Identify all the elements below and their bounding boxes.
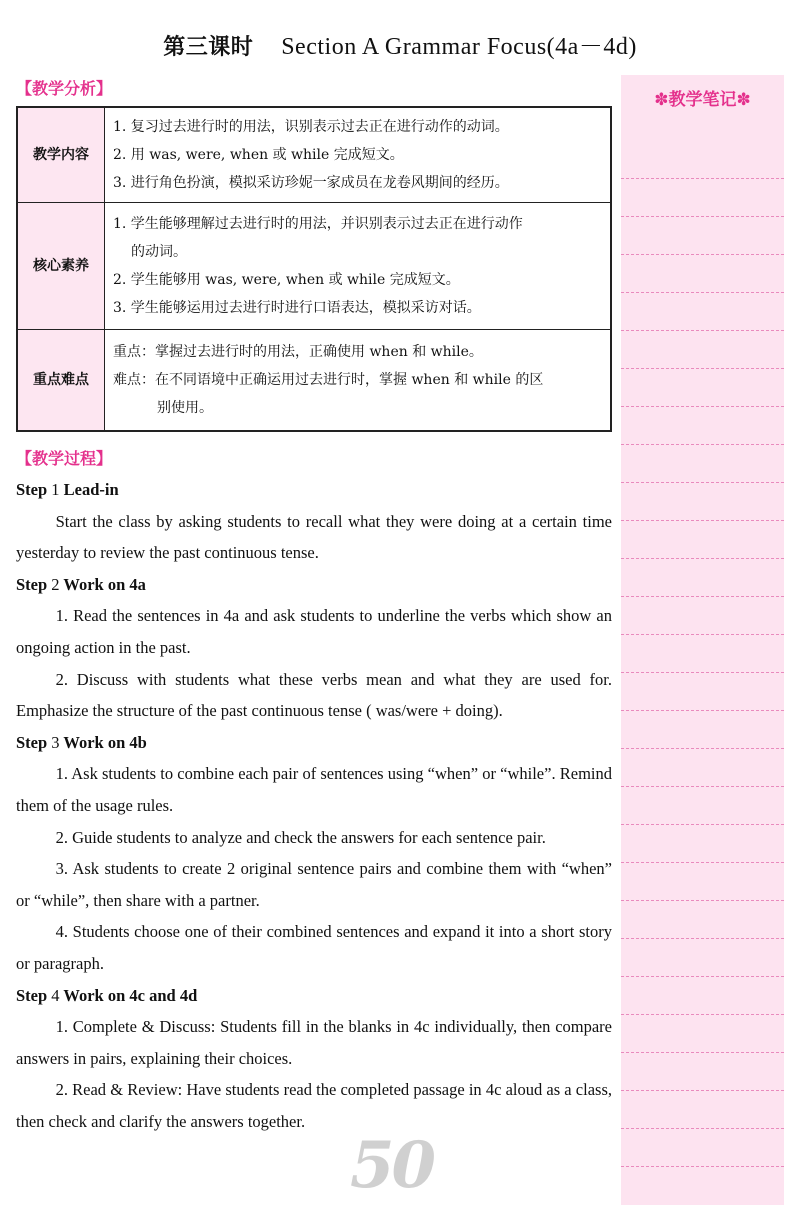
content-line: 1. 复习过去进行时的用法，识别表示过去正在进行动作的动词。 (113, 119, 509, 135)
step-heading (16, 980, 612, 1012)
content-line: 3. 进行角色扮演，模拟采访珍妮一家成员在龙卷风期间的经历。 (113, 175, 509, 191)
content-line: 2. 学生能够用 was, were, when 或 while 完成短文。 (113, 272, 460, 288)
analysis-heading: 【教学分析】 (16, 79, 113, 98)
row-content (105, 203, 612, 330)
step-heading (16, 474, 612, 506)
paragraph: 2. Read & Review: Have students read the completed passage in 4c aloud as a class, then check and clarify the answers together. (16, 1080, 612, 1131)
step-number: 3 (51, 732, 60, 752)
step-number: 2 (51, 574, 60, 594)
analysis-table (16, 106, 612, 432)
row-content (105, 107, 612, 203)
paragraph: 4. Students choose one of their combined sentences and expand it into a short story or paragraph. (16, 922, 612, 973)
paragraph: 1. Ask students to combine each pair of sentences using “when” or “while”. Remind them of the usage rules. (16, 764, 612, 815)
notes-title: ✽教学笔记✽ (654, 90, 751, 110)
section-title: Section A Grammar Focus(4a－4d) (281, 34, 637, 60)
row-content (105, 330, 612, 432)
paragraph: 1. Read the sentences in 4a and ask students to underline the verbs which show an ongoing action in the past. (16, 606, 612, 657)
step-title: Work on 4b (63, 732, 147, 752)
step-word: Step (16, 574, 48, 594)
paragraph: 2. Guide students to analyze and check the answers for each sentence pair. (55, 827, 546, 847)
row-label: 教学内容 (17, 107, 105, 203)
teaching-process (16, 474, 612, 1137)
process-heading: 【教学过程】 (16, 449, 113, 468)
lesson-label: 第三课时 (163, 35, 254, 60)
content-line: 1. 学生能够理解过去进行时的用法，并识别表示过去正在进行动作 (113, 216, 523, 232)
table-row (17, 107, 611, 203)
step-title: Work on 4c and 4d (63, 985, 198, 1005)
notes-ruled-lines (621, 141, 784, 1201)
paragraph: 2. Discuss with students what these verbs mean and what they are used for. Emphasize the structure of the past continuous tense ( was/were + doing). (16, 669, 612, 721)
paragraph: 1. Complete & Discuss: Students fill in the blanks in 4c individually, then compare answers in pairs, explaining their choices. (16, 1017, 612, 1068)
row-label: 核心素养 (17, 203, 105, 330)
content-line: 重点：掌握过去进行时的用法，正确使用 when 和 while。 (113, 344, 483, 360)
step-number: 4 (51, 985, 60, 1005)
page-title (0, 26, 800, 61)
content-line: 难点：在不同语境中正确运用过去进行时，掌握 when 和 while 的区 (113, 372, 544, 388)
table-row (17, 330, 611, 432)
content-line: 的动词。 (131, 244, 187, 260)
teaching-notes-panel (621, 75, 784, 1205)
content-line: 2. 用 was, were, when 或 while 完成短文。 (113, 147, 404, 163)
content-line: 3. 学生能够运用过去进行时进行口语表达，模拟采访对话。 (113, 300, 481, 316)
content-line: 别使用。 (157, 400, 213, 416)
step-heading (16, 569, 612, 601)
page-number: 50 (350, 1128, 434, 1203)
step-title: Lead-in (63, 480, 119, 499)
row-label: 重点难点 (17, 330, 105, 432)
step-heading (16, 727, 612, 759)
step-word: Step (16, 985, 48, 1005)
step-title: Work on 4a (63, 574, 146, 594)
step-word: Step (16, 480, 48, 499)
paragraph: 3. Ask students to create 2 original sentence pairs and combine them with “when” or “while”, then share with a partner. (16, 859, 612, 910)
step-word: Step (16, 732, 48, 752)
step-number: 1 (51, 480, 60, 499)
paragraph: Start the class by asking students to recall what they were doing at a certain time yesterday to review the past continuous tense. (16, 511, 612, 563)
table-row (17, 203, 611, 330)
